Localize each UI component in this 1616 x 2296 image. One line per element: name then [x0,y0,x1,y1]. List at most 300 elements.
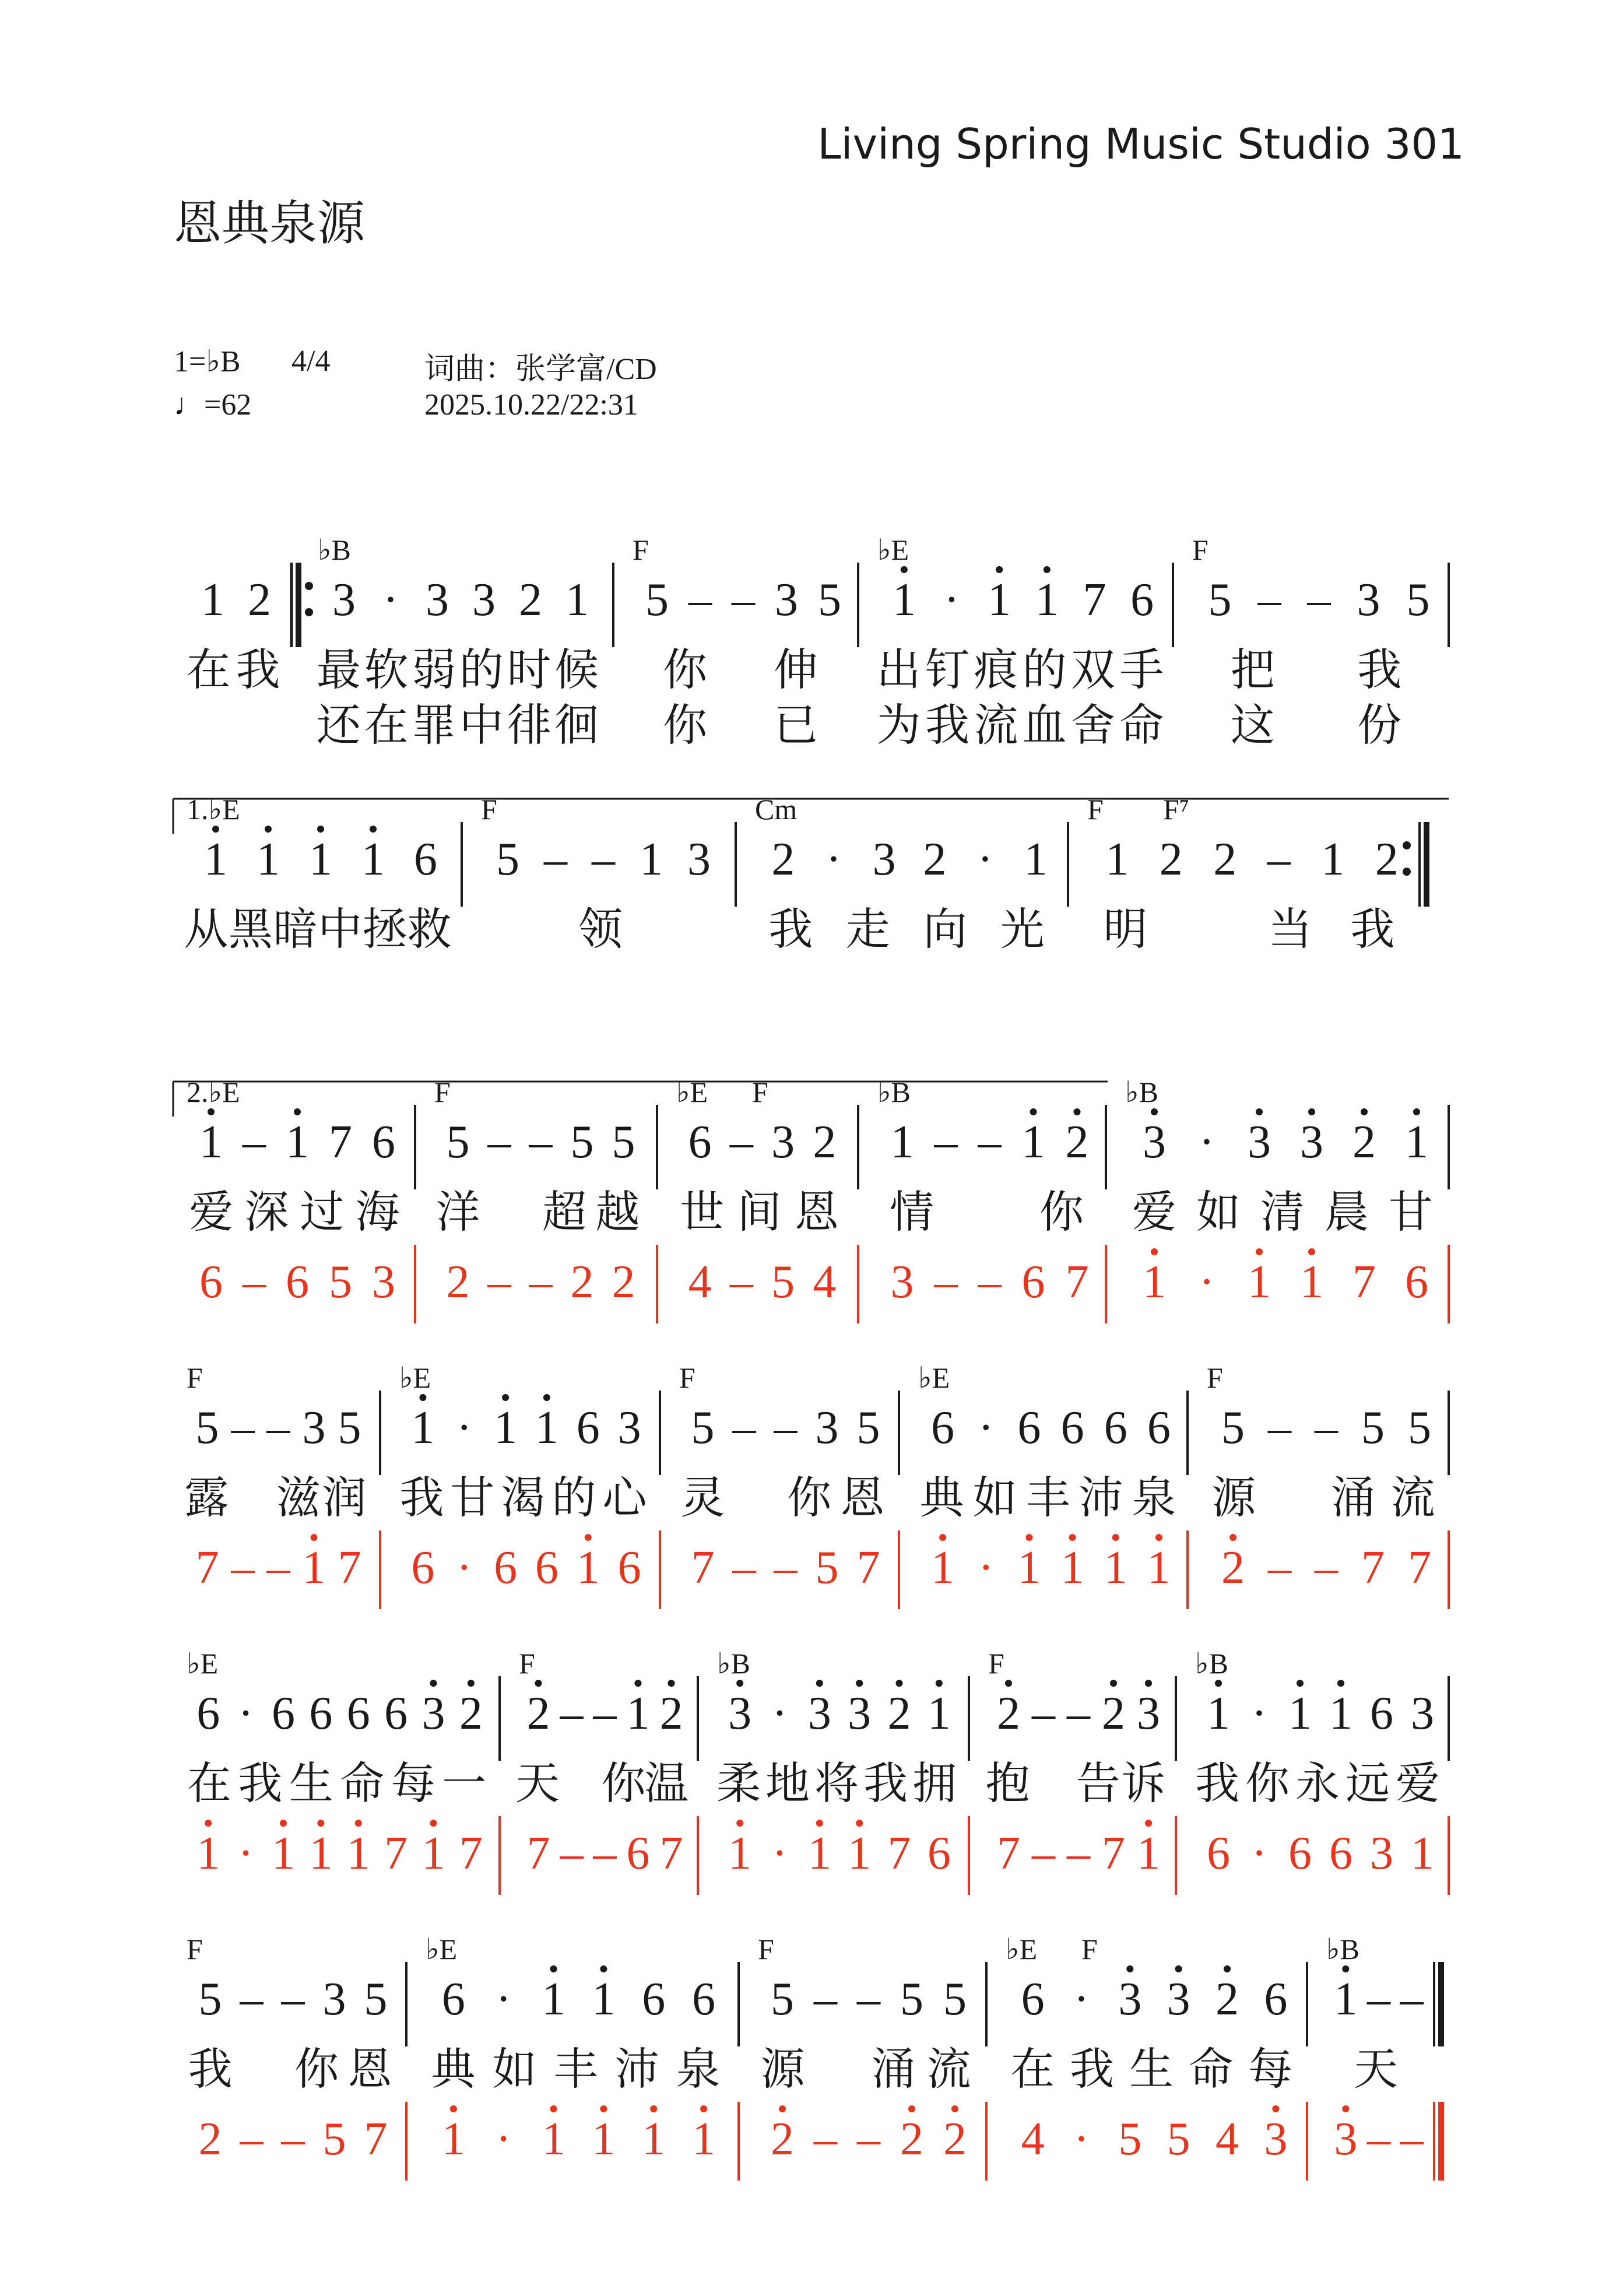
harmony-note: 6 [411,1542,435,1593]
chord-symbol: F [519,1647,535,1680]
harmony-note: 1 [592,2114,616,2165]
melody-note: 6 [1017,1402,1041,1454]
harmony-octave-dot [1151,1248,1158,1255]
harmony-note: 6 [535,1542,558,1593]
lyric-char: 我 [863,1757,908,1809]
lyric-char: 恩 [794,1186,839,1238]
lyric-char: 在 [187,1757,231,1809]
lyric-char: 拯 [363,903,407,955]
chord-symbol: 1.♭E [187,793,240,826]
harmony-note: – [1268,1542,1291,1593]
melody-note: 1 [361,834,385,885]
chord-symbol: ♭B [1326,1933,1359,1965]
lyric-char: 爱 [189,1186,234,1238]
chord-symbol: F [187,1933,203,1965]
melody-note: 5 [570,1117,594,1168]
melody-note: · [1251,1688,1267,1739]
melody-note: – [281,1974,305,2025]
lyric-char: 钉 [925,644,969,696]
chord-symbol: ♭E [1006,1933,1038,1965]
harmony-octave-dot [355,1820,362,1827]
chord-symbol: F [679,1361,695,1394]
lyric-char: 流 [926,2043,971,2095]
melody-note: 5 [856,1402,880,1454]
harmony-octave-dot [951,2105,958,2112]
lyric-char: 伸 [774,644,818,696]
octave-dot [1126,1965,1133,1972]
octave-dot [212,826,219,833]
melody-note: 3 [421,1688,445,1739]
harmony-octave-dot [816,1820,823,1827]
melody-note: · [977,834,993,885]
melody-note: 5 [612,1117,635,1168]
harmony-note: 6 [1405,1256,1428,1308]
melody-note: 2 [997,1688,1020,1739]
harmony-note: 6 [1329,1828,1352,1879]
melody-note: 1 [1329,1688,1352,1739]
harmony-note: 1 [441,2114,465,2165]
lyric-char: 黑 [229,903,273,955]
melody-note: 2 [1352,1117,1376,1168]
harmony-note: 6 [626,1828,650,1879]
harmony-note: 1 [1104,1542,1127,1593]
lyric-char: 晨 [1325,1186,1369,1238]
lyric-char-verse2: 你 [663,699,707,751]
octave-dot [1030,1108,1037,1115]
harmony-note: · [1251,1828,1267,1879]
melody-note: – [240,1974,264,2025]
melody-note: · [1073,1974,1090,2025]
melody-note: 1 [1288,1688,1312,1739]
harmony-note: 1 [807,1828,831,1879]
harmony-octave-dot [1256,1248,1263,1255]
octave-dot [635,1680,642,1687]
melody-note: 1 [1035,574,1059,626]
lyric-char: 的 [459,644,504,696]
melody-note: 5 [691,1402,715,1454]
harmony-note: 7 [1361,1542,1385,1593]
lyric-char-verse2: 命 [1119,699,1164,751]
lyric-char: 最 [316,644,361,696]
lyric-char: 软 [364,644,409,696]
melody-note: 2 [248,574,271,626]
harmony-note: – [978,1256,1002,1308]
harmony-note: · [978,1542,994,1593]
melody-note: 2 [923,834,947,885]
melody-note: 1 [1021,1117,1045,1168]
melody-note: 5 [1406,574,1430,626]
harmony-note: 6 [1207,1828,1230,1879]
chord-symbol: 2.♭E [187,1076,240,1108]
chord-symbol: F [758,1933,774,1965]
harmony-octave-dot [1112,1534,1119,1541]
lyric-char: 我 [399,1472,444,1523]
credits: 词曲：张学富/CD [424,353,657,386]
lyric-char: 永 [1295,1757,1340,1809]
lyric-char: 爱 [1396,1757,1440,1809]
chord-symbol: ♭B [318,533,351,566]
harmony-octave-dot [1229,1534,1236,1541]
lyric-char: 明 [1103,903,1148,955]
chord-symbol: ♭E [918,1361,950,1394]
lyric-char: 救 [407,903,452,955]
lyric-char: 典 [431,2043,476,2095]
lyric-char: 的 [551,1472,596,1523]
lyric-char: 恩 [840,1472,885,1523]
melody-note: 1 [309,834,332,885]
lyric-char: 我 [768,903,813,955]
melody-note: – [978,1117,1002,1168]
melody-note: 1 [1207,1688,1230,1739]
lyric-char: 心 [602,1472,647,1523]
melody-note: 2 [519,574,542,626]
melody-note: 3 [728,1688,752,1739]
lyric-char: 向 [923,903,968,955]
lyric-char: 暗 [273,903,318,955]
chord-symbol: F [633,533,649,566]
melody-note: · [978,1402,994,1454]
harmony-note: – [1367,2114,1390,2165]
harmony-note: 5 [1118,2114,1142,2165]
lyric-char: 领 [578,903,623,955]
melody-note: 3 [1118,1974,1142,2025]
harmony-note: – [266,1542,290,1593]
lyric-char: 超 [542,1186,587,1238]
harmony-octave-dot [600,2105,607,2112]
lyric-char: 的 [1022,644,1067,696]
octave-dot [430,1680,437,1687]
lyric-char: 我 [238,1757,283,1809]
octave-dot [1074,1108,1081,1115]
lyric-char: 源 [760,2043,805,2095]
melody-note: 3 [807,1688,831,1739]
melody-note: 2 [813,1117,837,1168]
melody-note: 3 [815,1402,839,1454]
melody-note: 3 [1411,1688,1434,1739]
lyric-char: 爱 [1132,1186,1176,1238]
melody-note: 1 [927,1688,951,1739]
studio-name: Living Spring Music Studio 301 [817,120,1464,168]
lyric-char: 双 [1071,644,1115,696]
melody-note: 2 [887,1688,911,1739]
repeat-dot [1403,841,1411,849]
lyric-char: 露 [184,1472,229,1523]
harmony-note: 7 [526,1828,550,1879]
harmony-note: – [1400,2114,1424,2165]
harmony-octave-dot [450,2105,457,2112]
harmony-note: 5 [329,1256,352,1308]
melody-note: 3 [1248,1117,1271,1168]
melody-note: 5 [364,1974,388,2025]
melody-note: – [1267,834,1291,885]
octave-dot [1342,1965,1349,1972]
repeat-dot [305,582,313,590]
melody-note: 1 [565,574,589,626]
harmony-note: 7 [459,1828,483,1879]
melody-note: 5 [195,1402,219,1454]
melody-note: 2 [659,1688,683,1739]
melody-note: 3 [1300,1117,1323,1168]
lyric-char: 我 [236,644,280,696]
octave-dot [1044,566,1051,573]
harmony-octave-dot [1342,2105,1349,2112]
lyric-char: 甘 [450,1472,495,1523]
harmony-note: 7 [364,2114,388,2165]
harmony-note: 6 [199,1256,223,1308]
melody-note: 5 [1361,1402,1385,1454]
lyric-char: 情 [890,1186,935,1238]
melody-note: 6 [1130,574,1154,626]
lyric-char-verse2: 徊 [554,699,599,751]
melody-note: 5 [1221,1402,1245,1454]
lyric-char-verse2: 还 [316,699,361,751]
octave-dot [1175,1965,1182,1972]
octave-dot [901,566,908,573]
harmony-note: – [243,1256,266,1308]
melody-note: 7 [329,1117,352,1168]
lyric-char: 流 [1390,1472,1435,1523]
harmony-note: 7 [887,1828,911,1879]
lyric-char: 拥 [912,1757,957,1809]
repeat-dot [305,608,313,616]
lyric-char: 丰 [553,2043,598,2095]
melody-note: 3 [322,1974,346,2025]
melody-note: 3 [872,834,896,885]
lyric-char: 命 [340,1757,385,1809]
octave-dot [265,826,272,833]
harmony-note: 1 [1411,1828,1434,1879]
lyric-char: 恩 [347,2043,392,2095]
melody-note: 2 [526,1688,550,1739]
harmony-octave-dot [430,1820,437,1827]
lyric-char: 命 [1189,2043,1233,2095]
harmony-octave-dot [1272,2105,1279,2112]
lyric-char: 洋 [435,1186,480,1238]
harmony-note: 1 [271,1828,295,1879]
harmony-octave-dot [205,1820,212,1827]
harmony-note: 1 [931,1542,955,1593]
harmony-note: 4 [813,1256,837,1308]
octave-dot [1110,1680,1117,1687]
harmony-note: 4 [1021,2114,1045,2165]
harmony-note: 2 [570,1256,594,1308]
melody-note: 5 [496,834,519,885]
melody-note: – [814,1974,837,2025]
melody-note: 1 [988,574,1011,626]
lyric-char: 从 [184,903,229,955]
harmony-note: 2 [1221,1542,1245,1593]
lyric-char: 涌 [1331,1472,1376,1523]
melody-note: 6 [692,1974,716,2025]
harmony-octave-dot [1069,1534,1076,1541]
melody-note: 6 [196,1688,220,1739]
lyric-char: 生 [289,1757,333,1809]
chord-symbol: ♭B [717,1647,750,1680]
melody-note: 3 [472,574,496,626]
melody-note: · [496,1974,512,2025]
chord-symbol: ♭E [676,1076,708,1108]
lyric-char: 候 [554,644,599,696]
lyric-char: 时 [507,644,551,696]
harmony-note: 4 [688,1256,712,1308]
harmony-note: 2 [943,2114,967,2165]
harmony-note: – [487,1256,511,1308]
lyric-char: 如 [492,2043,537,2095]
lyric-char: 柔 [716,1757,761,1809]
harmony-note: – [774,1542,798,1593]
harmony-note: · [238,1828,254,1879]
melody-note: 1 [1321,834,1345,885]
harmony-note: – [729,1256,753,1308]
melody-note: 6 [271,1688,295,1739]
song-title: 恩典泉源 [174,196,366,251]
octave-dot [1151,1108,1158,1115]
lyric-char: 出 [876,644,921,696]
lyric-char: 抱 [985,1757,1030,1809]
melody-note: 6 [346,1688,370,1739]
repeat-dot [1403,868,1411,876]
melody-note: 3 [302,1402,326,1454]
melody-note: 2 [771,834,795,885]
lyric-char-verse2: 流 [974,699,1018,751]
melody-note: – [1268,1402,1291,1454]
melody-note: 3 [332,574,356,626]
harmony-note: 5 [815,1542,839,1593]
melody-note: 1 [1105,834,1129,885]
harmony-note: 3 [1370,1828,1393,1879]
harmony-note: 1 [421,1828,445,1879]
melody-note: 1 [640,834,663,885]
melody-note: – [487,1117,511,1168]
lyric-char: 你 [1039,1186,1084,1238]
melody-note: 1 [890,1117,914,1168]
lyric-char-verse2: 在 [364,699,409,751]
harmony-octave-dot [1145,1820,1152,1827]
harmony-note: – [857,2114,880,2165]
harmony-note: 1 [576,1542,600,1593]
harmony-note: 7 [997,1828,1020,1879]
harmony-octave-dot [736,1820,743,1827]
melody-note: 2 [1102,1688,1125,1739]
chord-symbol: F [1207,1361,1223,1394]
harmony-note: 6 [286,1256,309,1308]
lyric-char: 你 [294,2043,339,2095]
melody-note: 6 [931,1402,955,1454]
chord-symbol: ♭B [877,1076,911,1108]
chord-symbol: F [187,1361,203,1394]
octave-dot [317,826,324,833]
melody-note: 1 [1024,834,1048,885]
harmony-note: 2 [900,2114,923,2165]
harmony-note: 1 [302,1542,326,1593]
lyric-char: 沛 [614,2043,659,2095]
harmony-note: – [231,1542,255,1593]
melody-note: 6 [384,1688,408,1739]
tempo-marking: ♩=62 [174,388,252,422]
melody-note: 2 [1065,1117,1089,1168]
melody-note: – [688,574,712,626]
date-stamp: 2025.10.22/22:31 [424,388,638,422]
lyric-char: 光 [1000,903,1045,955]
melody-note: 3 [1137,1688,1160,1739]
melody-note: – [592,834,615,885]
lyric-char: 滋 [276,1472,321,1523]
melody-note: – [593,1688,617,1739]
octave-dot [1224,1965,1231,1972]
lyric-char: 世 [680,1186,725,1238]
lyric-char: 润 [322,1472,367,1523]
harmony-note: 7 [1408,1542,1431,1593]
melody-note: – [266,1402,290,1454]
melody-note: 6 [414,834,437,885]
lyric-char: 在 [186,644,231,696]
harmony-octave-dot [1025,1534,1032,1541]
melody-note: – [729,1117,753,1168]
octave-dot [294,1108,301,1115]
lyric-char: 如 [1196,1186,1241,1238]
octave-dot [1297,1680,1304,1687]
harmony-note: – [1315,1542,1338,1593]
harmony-note: 6 [1288,1828,1312,1879]
harmony-note: 1 [1060,1542,1084,1593]
melody-note: 3 [1143,1117,1166,1168]
melody-note: 1 [1405,1117,1428,1168]
harmony-note: 6 [494,1542,518,1593]
harmony-note: 7 [1065,1256,1089,1308]
melody-note: 5 [645,574,669,626]
lyric-char: 间 [737,1186,782,1238]
harmony-note: 7 [691,1542,715,1593]
octave-dot [1337,1680,1344,1687]
melody-note: – [1067,1688,1090,1739]
harmony-note: 7 [1102,1828,1125,1879]
harmony-note: – [281,2114,305,2165]
harmony-note: – [529,1256,553,1308]
harmony-note: 1 [728,1828,752,1879]
harmony-octave-dot [779,2105,786,2112]
lyric-char: 泉 [676,2043,721,2095]
harmony-note: 1 [848,1828,872,1879]
melody-note: · [772,1688,788,1739]
melody-note: 5 [198,1974,222,2025]
melody-note: 5 [1408,1402,1431,1454]
harmony-note: 4 [1215,2114,1239,2165]
harmony-note: 6 [927,1828,951,1879]
melody-note: 6 [1104,1402,1127,1454]
harmony-note: – [814,2114,837,2165]
harmony-note: · [496,2114,512,2165]
lyric-char: 每 [391,1757,435,1809]
melody-note: 1 [411,1402,435,1454]
lyric-char: 一 [442,1757,487,1809]
melody-note: 1 [626,1688,650,1739]
harmony-note: – [593,1828,617,1879]
harmony-note: 1 [1248,1256,1271,1308]
harmony-note: · [1073,2114,1090,2165]
melody-note: – [732,574,755,626]
harmony-note: · [456,1542,472,1593]
octave-dot [736,1680,743,1687]
chord-symbol: F [988,1647,1004,1680]
harmony-note: · [1199,1256,1215,1308]
octave-dot [468,1680,475,1687]
harmony-note: 7 [195,1542,219,1593]
melody-note: 6 [309,1688,333,1739]
chord-symbol: F [481,793,497,826]
lyric-char: 灵 [680,1472,725,1523]
harmony-note: · [772,1828,788,1879]
lyric-char: 甘 [1389,1186,1433,1238]
